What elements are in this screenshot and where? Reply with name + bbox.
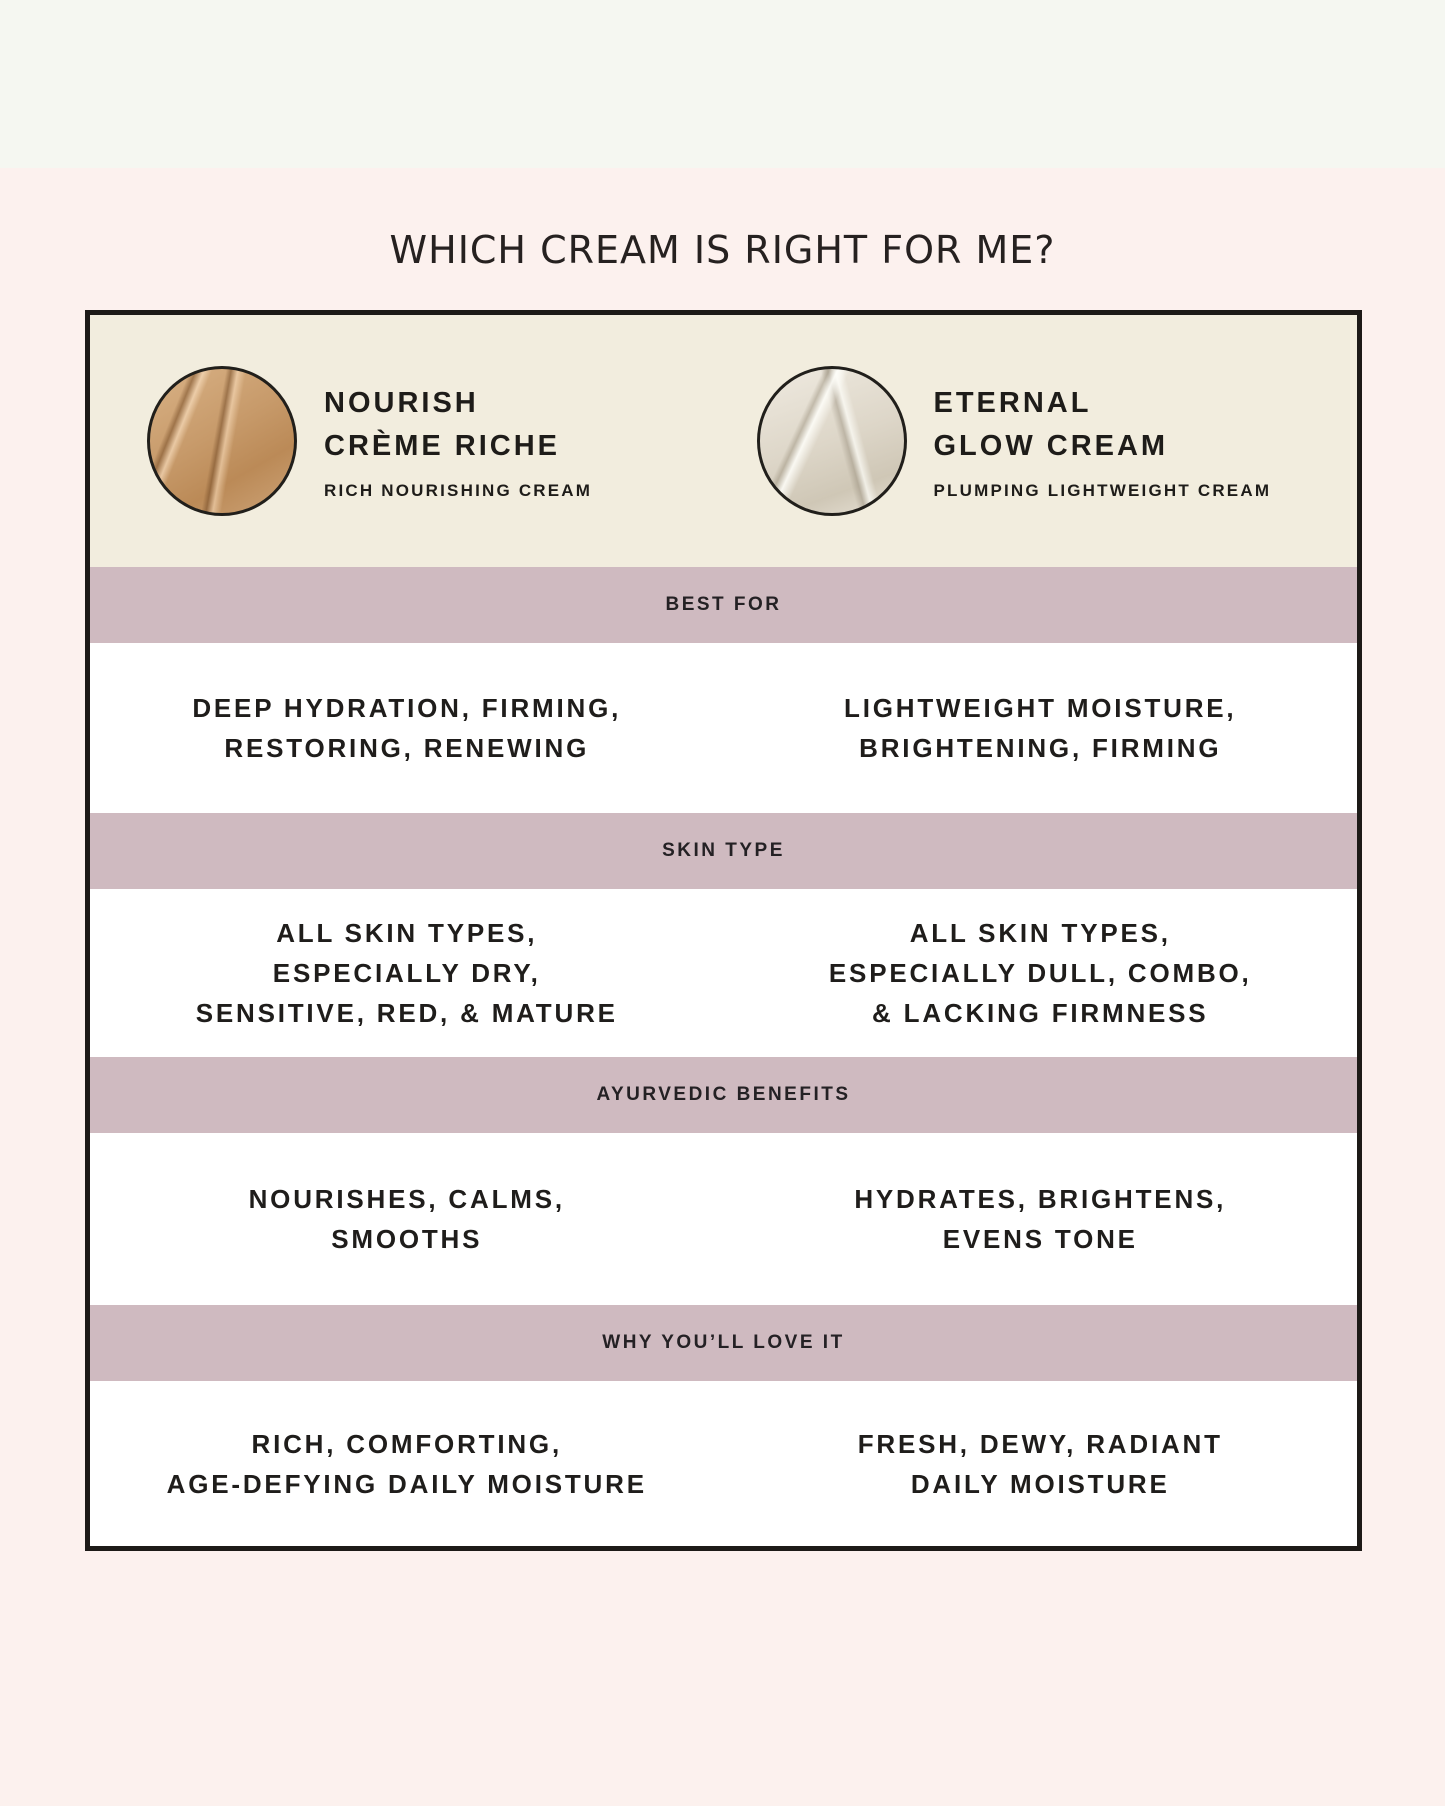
cell-text-line: BRIGHTENING, FIRMING: [859, 733, 1222, 763]
cell-ayurvedic-nourish: [90, 1133, 724, 1305]
table-row-ayurvedic-benefits: [90, 1133, 1357, 1305]
cell-skin-type-eternal: [724, 889, 1358, 1057]
product-name-line-2: GLOW CREAM: [933, 429, 1169, 462]
cell-text-line: FRESH, DEWY, RADIANT: [857, 1428, 1223, 1459]
product-name-line-2: CRÈME RICHE: [324, 429, 561, 462]
cell-love-it-eternal: [724, 1381, 1358, 1546]
cell-skin-type-nourish: [90, 889, 724, 1057]
product-nourish-creme-riche: [90, 315, 724, 567]
product-eternal-glow-cream: [724, 315, 1358, 567]
section-band-ayurvedic-benefits: [90, 1057, 1357, 1133]
product-name-block: [324, 382, 592, 501]
ivory-cream-swatch-icon: [757, 366, 907, 516]
cell-best-for-nourish: [90, 643, 724, 813]
cell-best-for-eternal: [724, 643, 1358, 813]
cell-love-it-nourish: [90, 1381, 724, 1546]
section-label: SKIN TYPE: [662, 840, 785, 861]
product-name-block: [934, 382, 1272, 501]
cell-text-line: LIGHTWEIGHT MOISTURE,: [844, 693, 1237, 723]
section-label: WHY YOU’LL LOVE IT: [602, 1332, 845, 1353]
cell-text-line: SENSITIVE, RED, & MATURE: [195, 998, 618, 1028]
product-subtitle: RICH NOURISHING CREAM: [324, 480, 593, 500]
table-row-best-for: [90, 643, 1357, 813]
section-band-best-for: [90, 567, 1357, 643]
cream-comparison-table: [85, 310, 1362, 1551]
cell-ayurvedic-eternal: [724, 1133, 1358, 1305]
page-title: WHICH CREAM IS RIGHT FOR ME?: [389, 228, 1056, 272]
cell-text-line: NOURISHES, CALMS,: [248, 1184, 565, 1214]
products-header-row: [90, 315, 1357, 567]
cell-text-line: HYDRATES, BRIGHTENS,: [854, 1184, 1227, 1214]
cell-text-line: EVENS TONE: [942, 1224, 1138, 1254]
section-band-why-youll-love-it: [90, 1305, 1357, 1381]
cell-text-line: DEEP HYDRATION, FIRMING,: [192, 693, 622, 723]
cell-text-line: DAILY MOISTURE: [910, 1468, 1170, 1499]
product-subtitle: PLUMPING LIGHTWEIGHT CREAM: [933, 480, 1272, 500]
table-row-skin-type: [90, 889, 1357, 1057]
top-strip: [0, 0, 1445, 168]
table-row-why-youll-love-it: [90, 1381, 1357, 1546]
section-label: BEST FOR: [665, 594, 782, 615]
section-label: AYURVEDIC BENEFITS: [596, 1084, 851, 1105]
tan-cream-swatch-icon: [147, 366, 297, 516]
cell-text-line: & LACKING FIRMNESS: [872, 998, 1209, 1028]
cell-text-line: RICH, COMFORTING,: [251, 1428, 562, 1459]
cell-text-line: ALL SKIN TYPES,: [276, 918, 538, 948]
cell-text-line: ESPECIALLY DULL, COMBO,: [828, 958, 1252, 988]
product-name-line-1: ETERNAL: [933, 386, 1092, 419]
product-name-line-1: NOURISH: [324, 386, 479, 419]
cell-text-line: ALL SKIN TYPES,: [909, 918, 1171, 948]
section-band-skin-type: [90, 813, 1357, 889]
cell-text-line: AGE-DEFYING DAILY MOISTURE: [166, 1468, 647, 1499]
cell-text-line: ESPECIALLY DRY,: [272, 958, 541, 988]
cell-text-line: RESTORING, RENEWING: [224, 733, 590, 763]
cell-text-line: SMOOTHS: [331, 1224, 483, 1254]
